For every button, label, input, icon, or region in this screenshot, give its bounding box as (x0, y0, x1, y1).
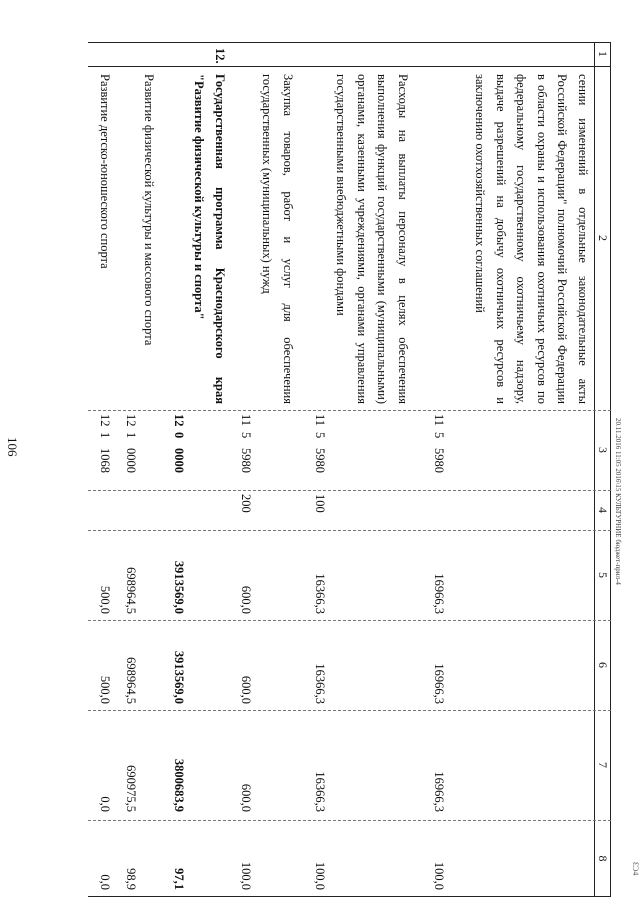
corner-mark: ƐƆ4 (631, 862, 640, 876)
column-divider (88, 820, 611, 821)
row-3-description: Закупка товаров, работ и услуг для обеспечения государственных (муниципальных) нужд (260, 74, 295, 404)
row-6-code-b: 1 (98, 432, 112, 439)
table-border-top (610, 42, 611, 897)
row-5-code-c: 0000 (124, 448, 138, 473)
row-3-value-6: 600,0 (239, 675, 253, 704)
row-6-code-c: 1068 (98, 448, 112, 473)
row-6-description: Развитие детско-юношеского спорта (98, 74, 112, 269)
row-5-value-8: 98,9 (124, 868, 138, 890)
row-3-code-d: 200 (239, 494, 253, 513)
row-5-value-5: 698964,5 (124, 567, 138, 614)
row-4-code-a: 12 (172, 414, 186, 427)
footer-file-stamp: 20.11.2016 11:05 2016\15 КУЛЬТУРНИЕ бюджет-прил-4 (614, 418, 622, 585)
row-5-code-b: 1 (124, 432, 138, 439)
header-col-2: 2 (596, 235, 610, 241)
row-6-code-a: 12 (98, 414, 112, 427)
row-4-code-b: 0 (172, 432, 186, 439)
header-col-5: 5 (596, 572, 610, 578)
row-2-description: Расходы на выплаты персоналу в целях обеспечения выполнения функций государственными (муниципальными) органами, казенными учреждениями, органами управления государственными внебюджетными фондами (334, 74, 410, 404)
column-divider (88, 42, 611, 43)
row-1-value-6: 16966,3 (432, 663, 446, 704)
row-2-code-b: 5 (313, 432, 327, 439)
budget-table (88, 42, 611, 897)
table-grid (88, 42, 611, 897)
column-divider (88, 710, 611, 711)
row-2-value-8: 100,0 (313, 861, 327, 890)
row-6-value-7: 0,0 (98, 796, 112, 812)
row-4-code-c: 0000 (172, 448, 186, 473)
row-6-value-6: 500,0 (98, 675, 112, 704)
row-2-value-6: 16366,3 (313, 663, 327, 704)
row-5-description: Развитие физической культуры и массового спорта (142, 74, 156, 346)
column-divider (88, 896, 611, 897)
row-5-value-6: 698964,5 (124, 657, 138, 704)
row-4-value-6: 3913569,0 (172, 650, 186, 704)
row-3-code-b: 5 (239, 432, 253, 439)
row-2-code-c: 5980 (313, 448, 327, 473)
column-divider (88, 530, 611, 531)
column-divider (88, 490, 611, 491)
row-1-code-a: 11 (432, 414, 446, 427)
row-4-value-5: 3913569,0 (172, 560, 186, 614)
header-col-7: 7 (596, 762, 610, 768)
header-col-3: 3 (596, 447, 610, 453)
row-1-description: сении изменений в отдельные законодательные акты Российской Федерации" полномочий Российской Федерации в области охраны и использования охотничьих ресурсов по федеральному государственному охотничьему надзору, выдаче разрешений на добычу охотничьих ресурсов и заключению охотхозяйственных соглашений (473, 74, 590, 404)
row-4-index: 12. (213, 48, 227, 64)
row-3-code-a: 11 (239, 414, 253, 427)
row-1-value-8: 100,0 (432, 861, 446, 890)
row-4-description: Государственная программа Краснодарского края "Развитие физической культуры и спорта" (192, 74, 227, 404)
row-1-value-7: 16966,3 (432, 771, 446, 812)
row-2-code-d: 100 (313, 494, 327, 513)
header-col-8: 8 (596, 855, 610, 862)
row-1-value-5: 16966,3 (432, 573, 446, 614)
column-divider (88, 410, 611, 411)
header-col-1: 1 (596, 51, 610, 57)
row-2-value-5: 16366,3 (313, 573, 327, 614)
row-4-value-8: 97,1 (172, 868, 186, 890)
header-col-4: 4 (596, 507, 610, 513)
page-number: 106 (5, 437, 20, 457)
row-6-value-5: 500,0 (98, 585, 112, 614)
row-3-code-c: 5980 (239, 448, 253, 473)
row-2-value-7: 16366,3 (313, 771, 327, 812)
column-divider (88, 620, 611, 621)
row-3-value-7: 600,0 (239, 783, 253, 812)
row-4-value-7: 3800683,9 (172, 758, 186, 812)
row-3-value-8: 100,0 (239, 861, 253, 890)
column-divider (88, 66, 611, 67)
row-5-code-a: 12 (124, 414, 138, 427)
row-1-code-c: 5980 (432, 448, 446, 473)
row-1-code-b: 5 (432, 432, 446, 439)
row-6-value-8: 0,0 (98, 874, 112, 890)
header-col-6: 6 (596, 662, 610, 668)
row-5-value-7: 690975,5 (124, 765, 138, 812)
row-3-value-5: 600,0 (239, 585, 253, 614)
header-divider (594, 42, 595, 897)
row-2-code-a: 11 (313, 414, 327, 427)
